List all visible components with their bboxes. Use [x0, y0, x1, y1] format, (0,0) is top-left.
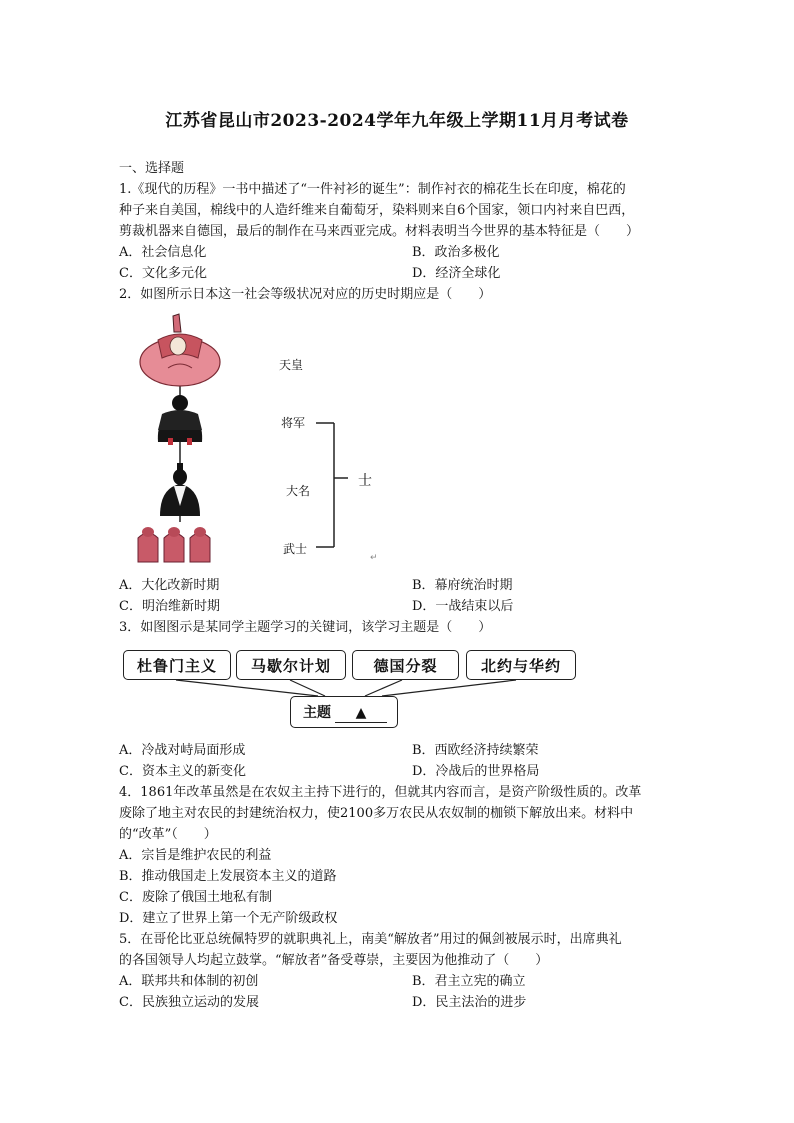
q4-line-3: 的“改革”（ ） [119, 827, 217, 842]
q1-option-d[interactable]: D．经济全球化 [412, 266, 501, 281]
keyword-germany-division: 德国分裂 [352, 650, 459, 680]
q3-option-c[interactable]: C．资本主义的新变化 [119, 764, 246, 779]
q1-line-2: 种子来自美国，棉线中的人造纤维来自葡萄牙，染料则来自6个国家，领口内衬来自巴西， [119, 203, 635, 218]
emperor-figure [140, 314, 220, 386]
label-samurai: 武士 [283, 542, 308, 556]
q2-option-d[interactable]: D．一战结束以后 [412, 599, 514, 614]
paragraph-mark: ↵ [370, 553, 378, 563]
q1-option-c[interactable]: C．文化多元化 [119, 266, 207, 281]
label-emperor: 天皇 [279, 358, 304, 372]
exam-title: 江苏省昆山市2023-2024学年九年级上学期11月月考试卷 [165, 111, 629, 131]
q4-option-b[interactable]: B．推动俄国走上发展资本主义的道路 [119, 869, 337, 884]
q5-option-b[interactable]: B．君主立宪的确立 [412, 974, 526, 989]
q1-option-a[interactable]: A．社会信息化 [119, 245, 207, 260]
q1-option-b[interactable]: B．政治多极化 [412, 245, 500, 260]
topic-box [290, 696, 398, 728]
q3-option-a[interactable]: A．冷战对峙局面形成 [119, 743, 246, 758]
q4-line-1: 4．1861年改革虽然是在农奴主主持下进行的，但就其内容而言，是资产阶级性质的。改革 [119, 785, 642, 800]
q2-option-c[interactable]: C．明治维新时期 [119, 599, 220, 614]
shogun-figure [158, 395, 202, 445]
keyword-marshall-plan: 马歇尔计划 [236, 650, 346, 680]
q5-line-1: 5．在哥伦比亚总统佩特罗的就职典礼上，南美“解放者”用过的佩剑被展示时，出席典礼 [119, 932, 622, 947]
keyword-truman-doctrine: 杜鲁门主义 [123, 650, 231, 680]
q3-option-d[interactable]: D．冷战后的世界格局 [412, 764, 540, 779]
q5-option-a[interactable]: A．联邦共和体制的初创 [119, 974, 259, 989]
q5-option-c[interactable]: C．民族独立运动的发展 [119, 995, 259, 1010]
q1-line-1: 1.《现代的历程》一书中描述了“一件衬衫的诞生”：制作衬衣的棉花生长在印度，棉花的 [119, 182, 626, 197]
q4-option-a[interactable]: A．宗旨是维护农民的利益 [119, 848, 272, 863]
q3-option-b[interactable]: B．西欧经济持续繁荣 [412, 743, 539, 758]
section-heading: 一、选择题 [119, 161, 185, 176]
q4-option-c[interactable]: C．废除了俄国土地私有制 [119, 890, 272, 905]
label-shogun: 将军 [281, 416, 306, 430]
q1-line-3: 剪裁机器来自德国，最后的制作在马来西亚完成。材料表明当今世界的基本特征是（ ） [119, 224, 640, 239]
q5-line-2: 的各国领导人均起立鼓掌。“解放者”备受尊崇，主要因为他推动了（ ） [119, 953, 549, 968]
q4-option-d[interactable]: D．建立了世界上第一个无产阶级政权 [119, 911, 338, 926]
topic-blank: ▲ [335, 704, 387, 723]
label-daimyo: 大名 [286, 484, 311, 498]
daimyo-figure [160, 463, 200, 516]
samurai-class-bracket [316, 423, 348, 547]
q4-line-2: 废除了地主对农民的封建统治权力，使2100多万农民从农奴制的枷锁下解放出来。材料中 [119, 806, 634, 821]
keyword-nato-warsaw: 北约与华约 [466, 650, 576, 680]
q2-option-a[interactable]: A．大化改新时期 [119, 578, 220, 593]
q3-stem: 3．如图图示是某同学主题学习的关键词，该学习主题是（ ） [119, 620, 492, 635]
q2-option-b[interactable]: B．幕府统治时期 [412, 578, 513, 593]
japan-hierarchy-figure [118, 310, 398, 572]
q2-stem: 2．如图所示日本这一社会等级状况对应的历史时期应是（ ） [119, 287, 492, 302]
q5-option-d[interactable]: D．民主法治的进步 [412, 995, 527, 1010]
label-shi-class: 士 [358, 473, 372, 489]
samurai-figures [138, 527, 210, 562]
topic-label: 主题 [303, 705, 331, 721]
